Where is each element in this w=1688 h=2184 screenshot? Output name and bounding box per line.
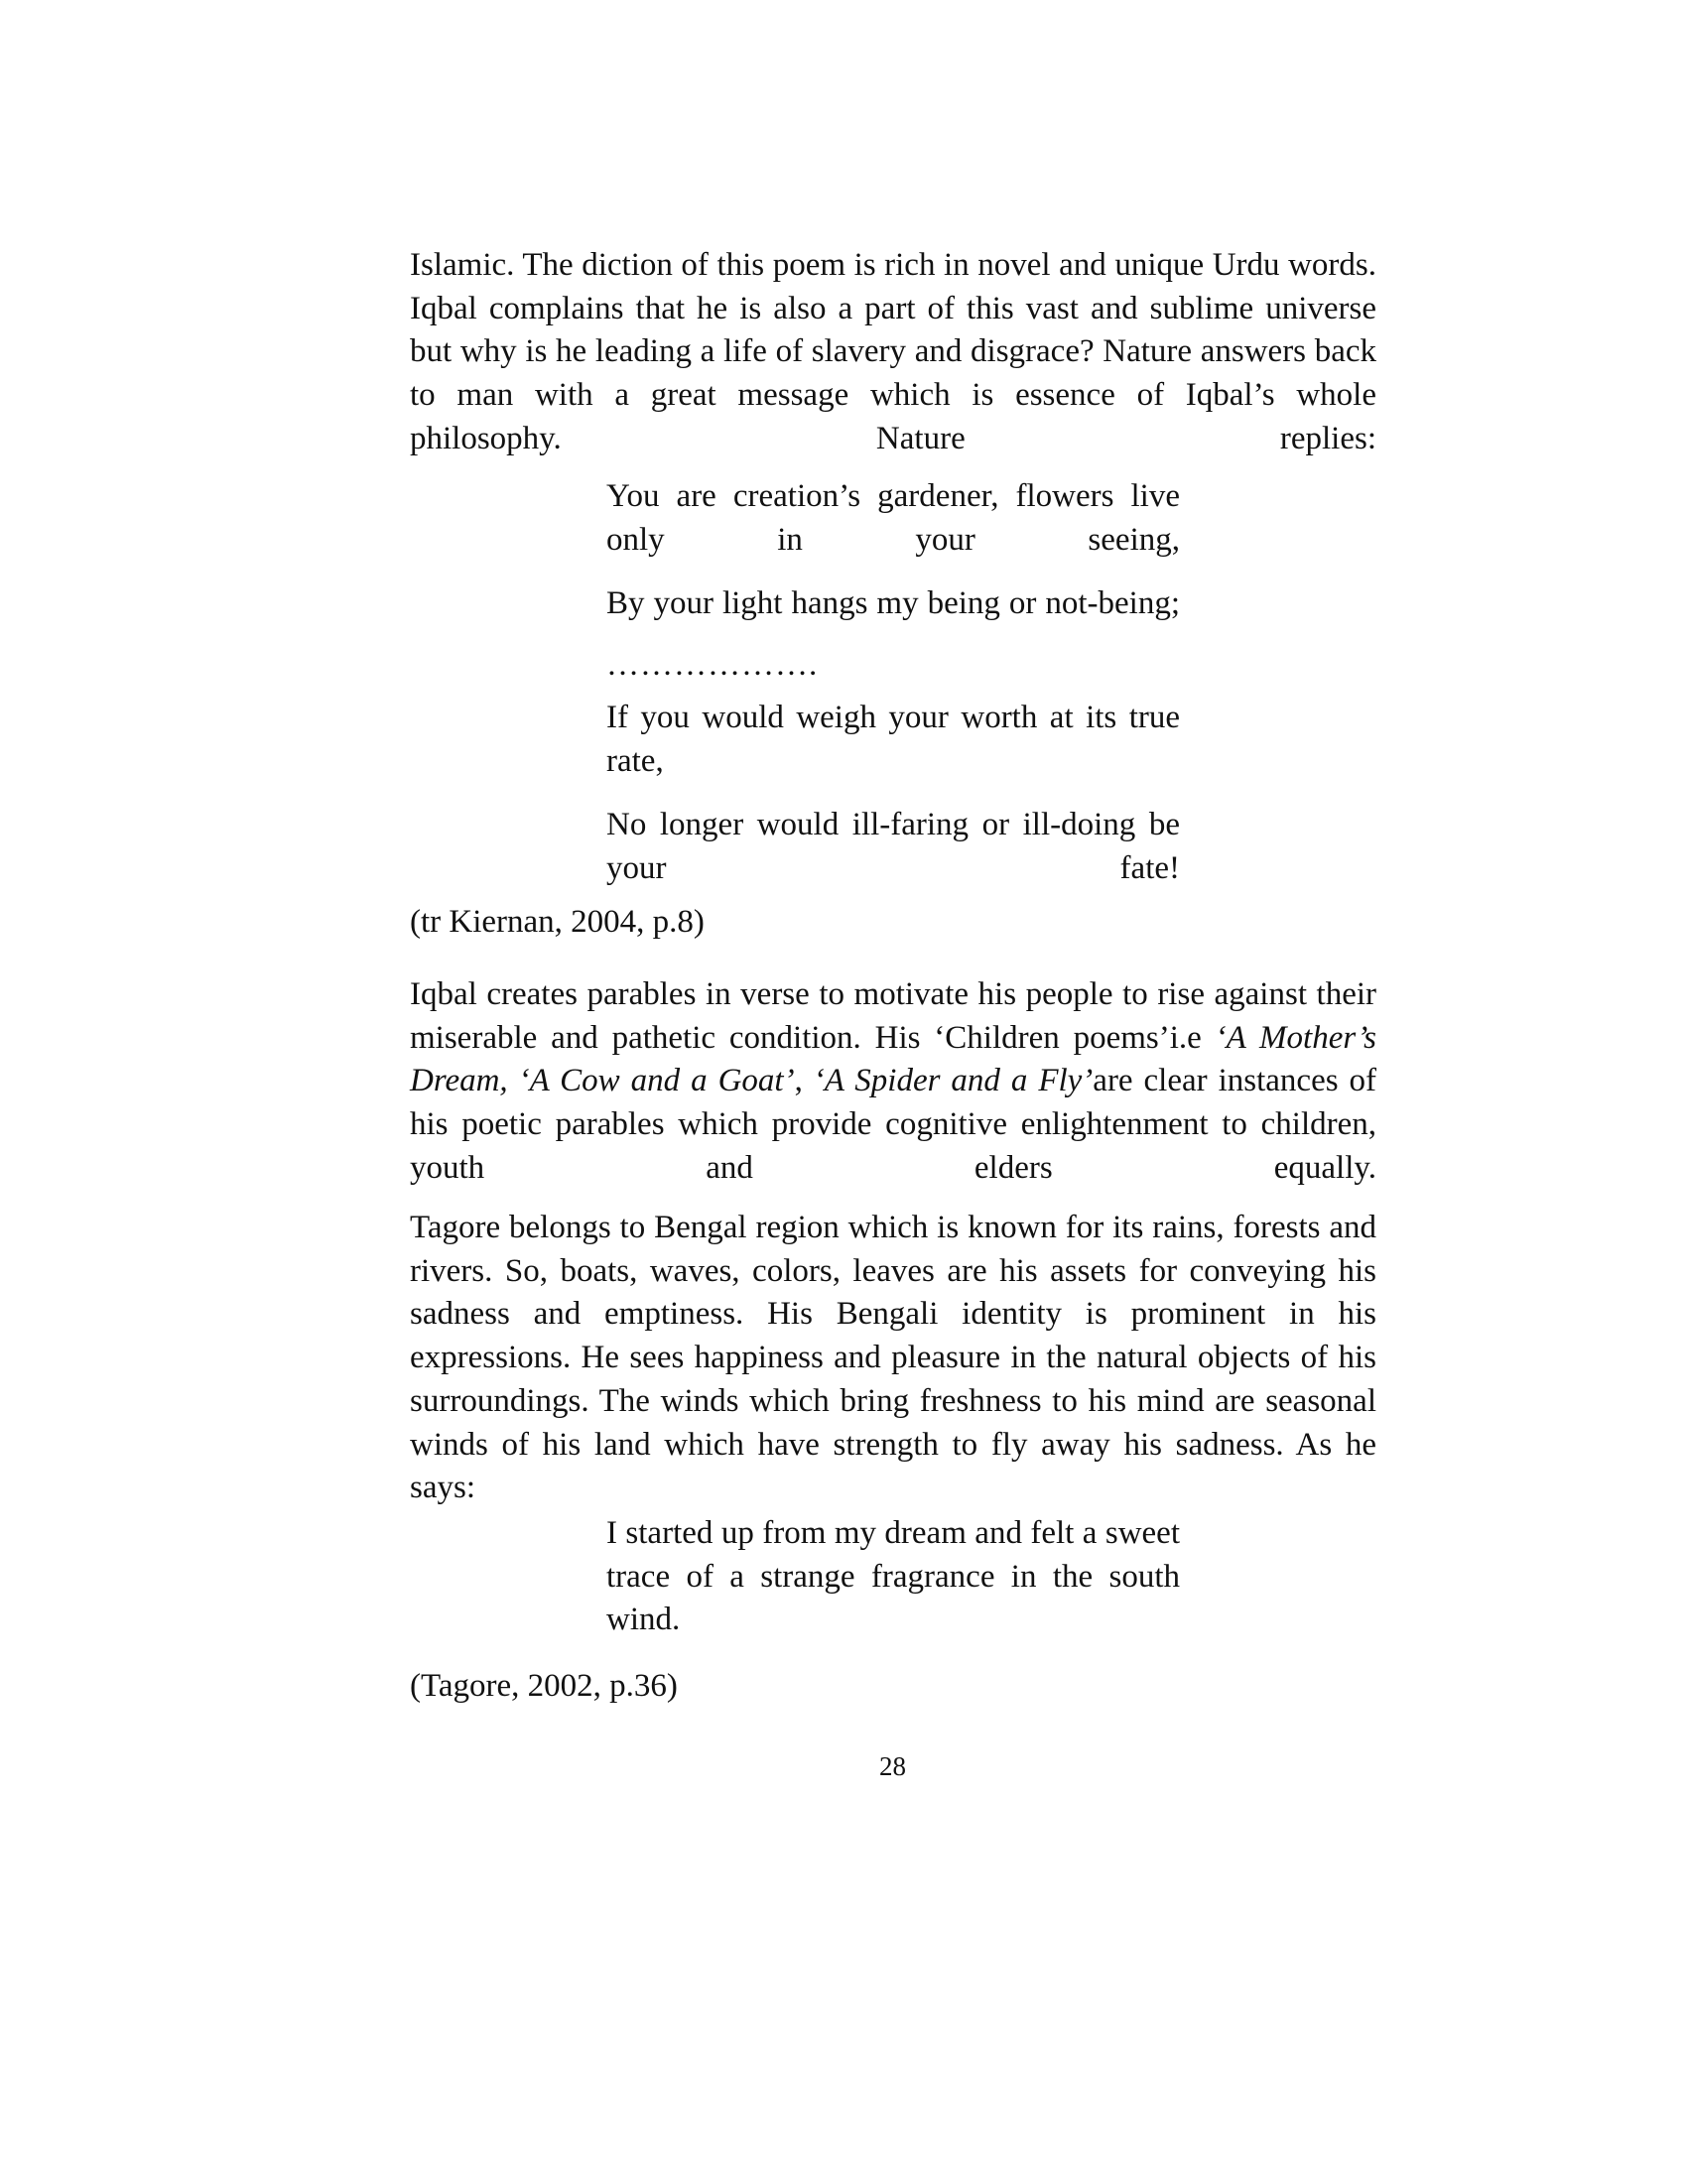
verse-line: If you would weigh your worth at its true rate, xyxy=(606,700,1180,779)
separator: , xyxy=(794,1063,814,1099)
poem-title: ‘A Spider and a Fly’ xyxy=(813,1063,1094,1099)
verse-line: By your light hangs my being or not-being; xyxy=(606,585,1180,621)
paragraph-iqbal-diction: Islamic. The diction of this poem is rich in novel and unique Urdu words. Iqbal complains that he is also a part of this vast and sublime universe but why is he leading a life of slavery and disgrace? Nature answers back to man with a great message which is essence of Iqbal’s whole philosophy. Nature replies: xyxy=(410,247,1376,456)
poem-title: ‘A Mother’s Dream, xyxy=(410,1019,1376,1099)
verse-ellipsis: ………………. xyxy=(606,647,819,683)
separator xyxy=(508,1063,519,1098)
paragraph-text: Iqbal creates parables in verse to motivate his people to rise against their miserable and pathetic condition. His ‘Children poems’i.e xyxy=(410,976,1376,1056)
citation-tagore: (Tagore, 2002, p.36) xyxy=(410,1668,678,1704)
poem-title: ‘A Cow and a Goat’ xyxy=(518,1063,795,1099)
verse-line: You are creation’s gardener, flowers live only in your seeing, xyxy=(606,478,1180,558)
citation-kiernan: (tr Kiernan, 2004, p.8) xyxy=(410,904,705,940)
verse-line: No longer would ill-faring or ill-doing be your fate! xyxy=(606,807,1180,886)
paragraph-tagore-bengal: Tagore belongs to Bengal region which is known for its rains, forests and rivers. So, boats, waves, colors, leaves are his assets for conveying his sadness and emptiness. His Bengali identity is prominent in his expressions. He sees happiness and pleasure in the natural objects of his surroundings. The winds which bring freshness to his mind are seasonal winds of his land which have strength to fly away his sadness. As he says: xyxy=(410,1210,1376,1506)
verse-line: I started up from my dream and felt a sweet trace of a strange fragrance in the south wind. xyxy=(606,1515,1180,1638)
paragraph-text: are clear instances of his poetic parables which provide cognitive enlightenment to children, youth and elders equally. xyxy=(410,1063,1377,1186)
page-number: 28 xyxy=(879,1751,906,1781)
paragraph-iqbal-parables xyxy=(410,973,1376,1233)
